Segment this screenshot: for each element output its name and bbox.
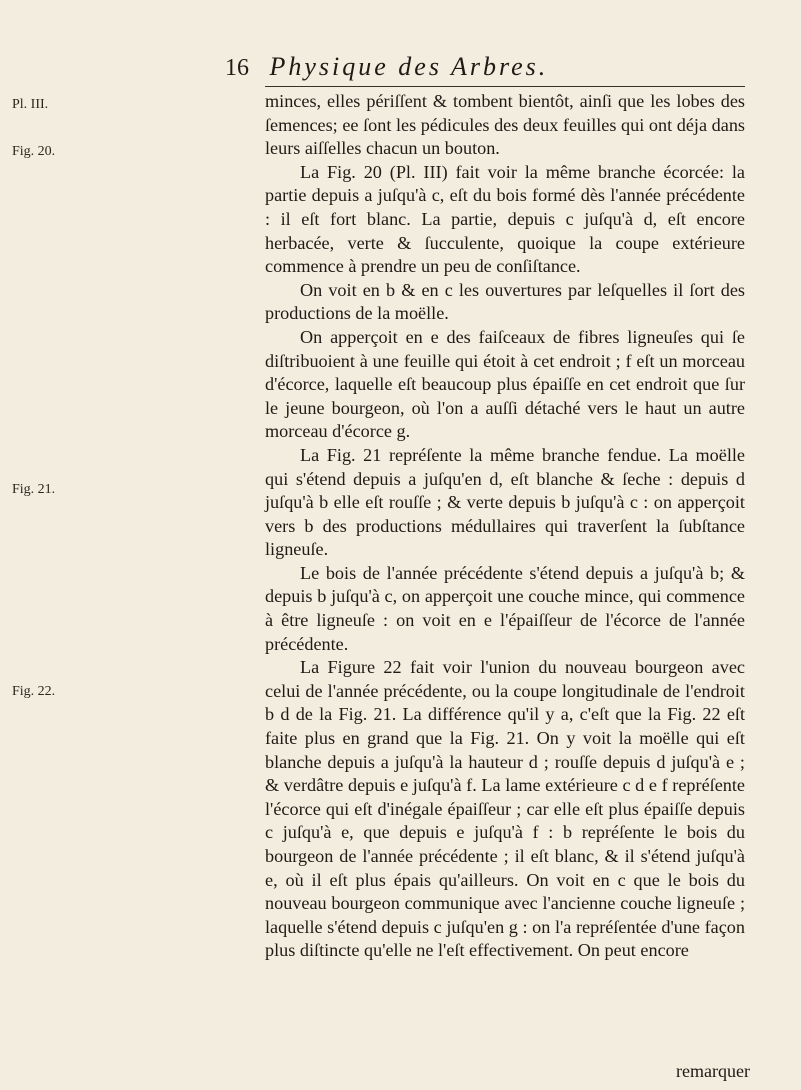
paragraph: La Fig. 21 repréſente la même branche fendue. La moëlle qui s'étend depuis a juſqu'en d, eſt blanche & ſeche : depuis d juſqu'à b elle eſt rouſſe ; & verte depuis b juſqu'à c : on apperçoit vers b des productions médullaires qui traverſent la ſubſtance ligneuſe.	[265, 444, 745, 560]
paragraph: On apperçoit en e des faiſceaux de fibres ligneuſes qui ſe diſtribuoient à une feuille qui étoit à cet endroit ; f eſt un morceau d'écorce, laquelle eſt beaucoup plus épaiſſe en cet endroit que ſur le jeune bourgeon, où l'on a auſſi détaché vers le haut un autre morceau d'écorce g.	[265, 326, 745, 442]
paragraph: La Fig. 20 (Pl. III) fait voir la même branche écorcée: la partie depuis a juſqu'à c, eſt du bois formé dès l'année précédente : il eſt fort blanc. La partie, depuis c juſqu'à d, eſt encore herbacée, verte & ſucculente, quoique la coupe extérieure commence à prendre un peu de conſiſtance.	[265, 161, 745, 277]
margin-note-fig20: Fig. 20.	[12, 144, 56, 159]
running-header	[225, 50, 745, 84]
paragraph: minces, elles périſſent & tombent bientôt, ainſi que les lobes des ſemences; ee ſont les pédicules des deux feuilles qui ont déja dans leurs aiſſelles chacun un bouton.	[265, 91, 745, 159]
header-rule	[265, 86, 745, 87]
paragraph: On voit en b & en c les ouvertures par leſquelles il ſort des productions de la moëlle.	[265, 279, 745, 324]
running-title: Physique des Arbres.	[269, 52, 549, 81]
body-text	[265, 90, 745, 963]
paragraph: La Figure 22 fait voir l'union du nouveau bourgeon avec celui de l'année précédente, ou la coupe longitudinale de l'endroit b d de la Fig. 21. La différence qu'il y a, c'eſt que la Fig. 22 eſt faite plus en grand que la Fig. 21. On y voit la moëlle qui eſt blanche depuis a juſqu'à la hauteur d ; rouſſe depuis d juſqu'à e ; & verdâtre depuis e juſqu'à f. La lame extérieure c d e f repréſente l'écorce qui eſt d'inégale épaiſſeur ; car elle eſt plus épaiſſe depuis c juſqu'à e, que depuis e juſqu'à f : b repréſente le bois du bourgeon de l'année précédente ; il eſt blanc, & il s'étend juſqu'à e, où il eſt plus épais qu'ailleurs. On voit en c que le bois du nouveau bourgeon communique avec l'ancienne couche ligneuſe ; laquelle s'étend depuis c juſqu'en g : on l'a repréſentée d'une façon plus diſtincte qu'elle ne l'eſt effectivement. On peut encore	[265, 657, 745, 961]
margin-note-plate: Pl. III.	[12, 97, 49, 112]
margin-note-fig21: Fig. 21.	[12, 482, 56, 497]
page-number: 16	[225, 55, 249, 81]
paragraph: Le bois de l'année précédente s'étend depuis a juſqu'à b; & depuis b juſqu'à c, on apperçoit une couche mince, qui commence à être ligneuſe : on voit en e l'épaiſſeur de l'écorce de l'année précédente.	[265, 562, 745, 654]
margin-note-fig22: Fig. 22.	[12, 684, 56, 699]
catchword: remarquer	[676, 1061, 750, 1081]
